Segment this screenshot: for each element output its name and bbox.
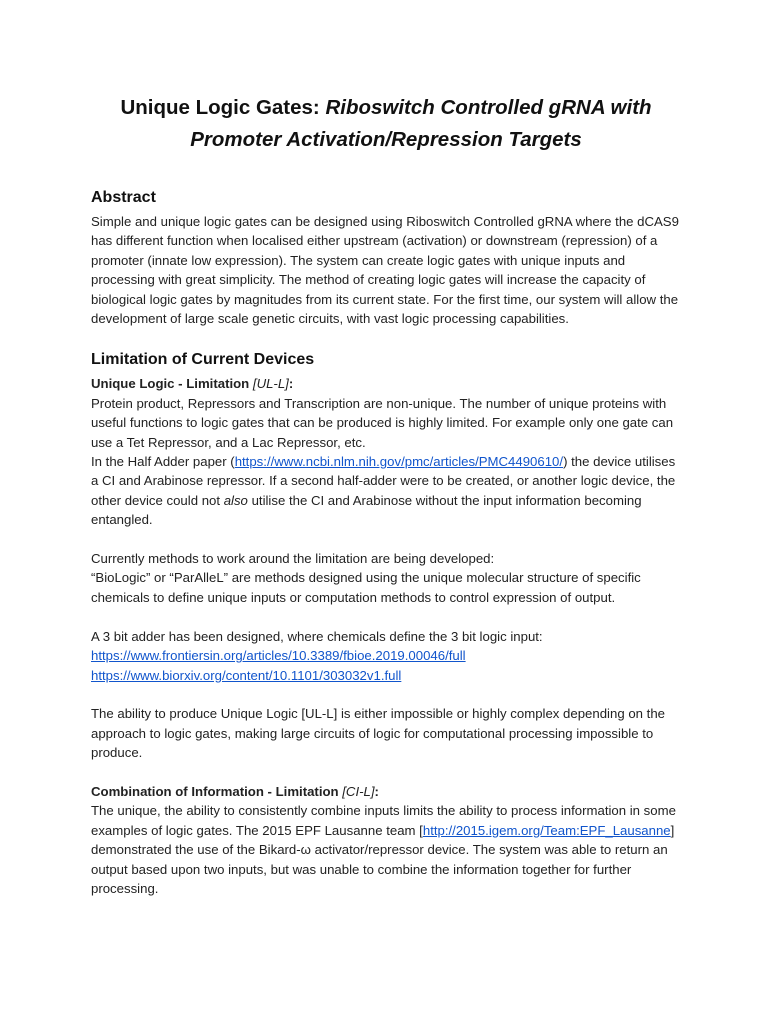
abstract-heading: Abstract [91, 189, 156, 206]
title-part2: Riboswitch Controlled gRNA with [325, 96, 652, 119]
ul-p2-before: In the Half Adder paper ( [91, 454, 235, 470]
ci-subheading [91, 782, 681, 801]
ul-paragraph-4: A 3 bit adder has been designed, where chemicals define the 3 bit logic input: [91, 628, 543, 644]
ci-label: Combination of Information - Limitation [91, 783, 343, 799]
ci-tag: [CI-L] [342, 783, 375, 799]
ul-colon: : [288, 376, 294, 392]
frontiers-link-line [91, 646, 681, 665]
title-part3: Promoter Activation/Repression Targets [190, 128, 582, 151]
document-page [91, 92, 681, 898]
frontiers-link[interactable]: https://www.frontiersin.org/articles/10.3389/fbioe.2019.00046/full [91, 648, 466, 664]
document-title [91, 92, 681, 156]
ul-p2-emphasis: also [223, 492, 248, 508]
ul-label: Unique Logic - Limitation [91, 376, 253, 392]
title-part1: Unique Logic Gates: [120, 96, 326, 119]
ci-paragraph-1 [91, 801, 681, 898]
ul-p2-mid: ) the device utilises a CI and Arabinose repressor. If a second half-adder were to be created, or another logic device, the other device could not [91, 454, 676, 508]
ul-tag: [UL-L] [252, 376, 289, 392]
ul-paragraph-5: The ability to produce Unique Logic [UL-L] is either impossible or highly complex depending on the approach to logic gates, making large circuits of logic for computational processing impossible to produce. [91, 706, 665, 761]
ci-p1-after: ] demonstrated the use of the Bikard-ω activator/repressor device. The system was able to return an output based upon two inputs, but was unable to combine the information together for further processing. [91, 822, 675, 896]
ul-paragraph-3a: Currently methods to work around the limitation are being developed: [91, 551, 495, 567]
ul-paragraph-3b: “BioLogic” or “ParAlleL” are methods designed using the unique molecular structure of specific chemicals to define unique inputs or computation methods to control expression of output. [91, 570, 641, 605]
abstract-text: Simple and unique logic gates can be designed using Riboswitch Controlled gRNA where the dCAS9 has different function when localised either upstream (activation) or downstream (repression) of a promoter (innate low expression). The system can create logic gates with unique inputs and processing with great simplicity. The method of creating logic gates will increase the capacity of biological logic gates by magnitudes from its current state. For the first time, our system will allow the development of large scale genetic circuits, with vast logic processing capabilities. [91, 214, 679, 327]
ci-colon: : [374, 783, 379, 799]
ul-paragraph-1: Protein product, Repressors and Transcription are non-unique. The number of unique proteins with useful functions to logic gates that can be produced is highly limited. For example only one gate can use a Tet Repressor, and a Lac Repressor, etc. [91, 395, 674, 450]
half-adder-paper-link[interactable]: https://www.ncbi.nlm.nih.gov/pmc/articles/PMC4490610/ [234, 454, 564, 470]
ul-paragraph-2 [91, 452, 681, 530]
limitations-heading: Limitation of Current Devices [91, 351, 315, 369]
abstract-section [91, 188, 681, 328]
ci-p1-before: The unique, the ability to consistently combine inputs limits the ability to process information in some examples of logic gates. The 2015 EPF Lausanne team [ [91, 803, 676, 838]
biorxiv-link-line [91, 666, 681, 685]
limitations-section [91, 350, 681, 898]
epf-lausanne-link[interactable]: http://2015.igem.org/Team:EPF_Lausanne [422, 822, 671, 838]
ul-subheading [91, 374, 681, 393]
ul-p2-after: utilise the CI and Arabinose without the input information becoming entangled. [91, 492, 642, 528]
biorxiv-link[interactable]: https://www.biorxiv.org/content/10.1101/303032v1.full [91, 667, 402, 683]
